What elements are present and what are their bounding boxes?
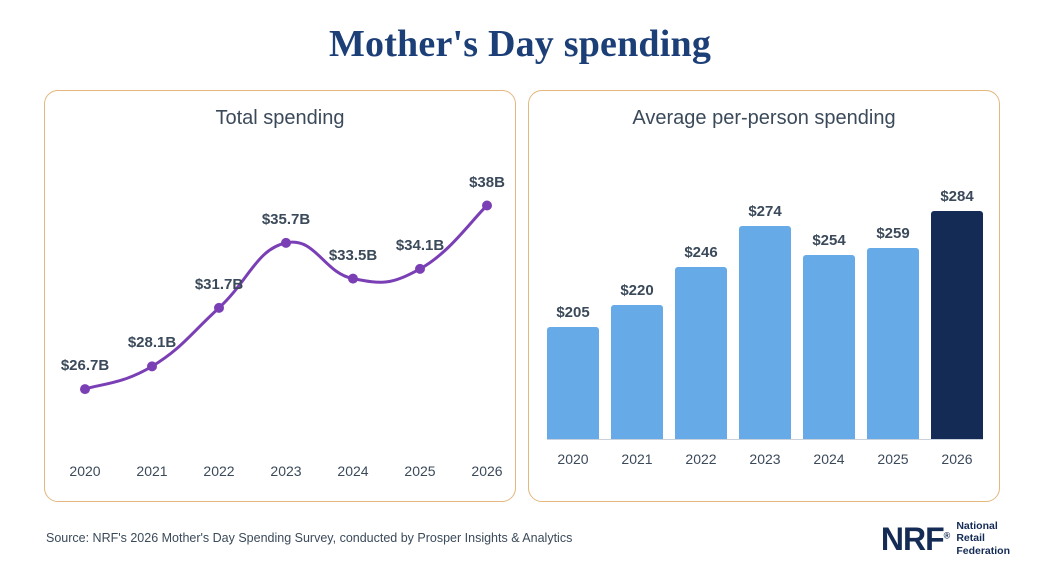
bar-x-tick: 2022 — [685, 451, 717, 467]
line-x-tick: 2024 — [337, 463, 369, 479]
line-value-label: $33.5B — [328, 246, 378, 264]
line-x-tick: 2026 — [471, 463, 503, 479]
bar-x-tick: 2025 — [877, 451, 909, 467]
line-value-label: $26.7B — [60, 357, 110, 375]
nrf-logo-line2: Retail — [956, 532, 985, 545]
line-x-tick: 2020 — [69, 463, 101, 479]
line-x-axis — [45, 463, 517, 483]
line-value-label: $34.1B — [395, 236, 445, 254]
bar-column — [675, 149, 727, 439]
bar-x-axis — [547, 451, 983, 467]
total-spending-title: Total spending — [215, 107, 345, 129]
bar-x-tick: 2021 — [621, 451, 653, 467]
bar-rect — [611, 305, 663, 439]
bar-x-tick: 2023 — [749, 451, 781, 467]
nrf-logo — [881, 520, 1010, 557]
line-value-label: $28.1B — [127, 334, 177, 352]
per-person-spending-title: Average per-person spending — [632, 107, 896, 129]
source-note: Source: NRF's 2026 Mother's Day Spending Survey, conducted by Prosper Insights & Analytics — [46, 531, 573, 545]
bar-column — [803, 149, 855, 439]
bar-rect — [931, 211, 983, 439]
nrf-logo-wordmark — [956, 520, 1010, 557]
bar-value-label: $246 — [684, 244, 718, 261]
bar-rect — [739, 226, 791, 439]
bar-column — [547, 149, 599, 439]
line-x-tick: 2021 — [136, 463, 168, 479]
line-value-label: $31.7B — [194, 275, 244, 293]
bar-rect — [547, 327, 599, 439]
bar-column — [867, 149, 919, 439]
nrf-logo-line3: Federation — [956, 544, 1010, 557]
bar-rect — [867, 248, 919, 439]
bar-column — [931, 149, 983, 439]
bar-x-tick: 2020 — [557, 451, 589, 467]
line-value-label: $35.7B — [261, 210, 311, 228]
line-chart — [45, 143, 517, 453]
bar-value-label: $259 — [876, 224, 910, 242]
total-spending-panel — [44, 90, 516, 502]
bar-column — [611, 149, 663, 439]
bar-axis-line — [547, 439, 983, 440]
nrf-logo-mark — [880, 520, 950, 557]
bar-x-tick: 2024 — [813, 451, 845, 467]
nrf-logo-line1: National — [956, 520, 998, 532]
per-person-spending-panel — [528, 90, 1000, 502]
line-value-label: $38B — [469, 173, 505, 191]
line-x-tick: 2025 — [404, 463, 436, 479]
nrf-logo-text: NRF — [880, 520, 944, 557]
line-x-tick: 2022 — [203, 463, 235, 479]
bar-value-label: $220 — [620, 282, 654, 300]
bar-column — [739, 149, 791, 439]
registered-mark: ® — [943, 529, 950, 540]
page-title: Mother's Day spending — [328, 23, 712, 65]
bar-value-label: $274 — [748, 202, 782, 220]
bar-columns — [547, 149, 983, 439]
bar-value-label: $284 — [940, 188, 974, 205]
bar-value-label: $254 — [812, 232, 846, 250]
bar-rect — [675, 267, 727, 439]
line-x-tick: 2023 — [270, 463, 302, 479]
bar-chart — [547, 145, 983, 475]
bar-rect — [803, 255, 855, 439]
bar-x-tick: 2026 — [941, 451, 973, 467]
line-point-labels — [45, 143, 517, 453]
bar-value-label: $205 — [556, 304, 590, 322]
